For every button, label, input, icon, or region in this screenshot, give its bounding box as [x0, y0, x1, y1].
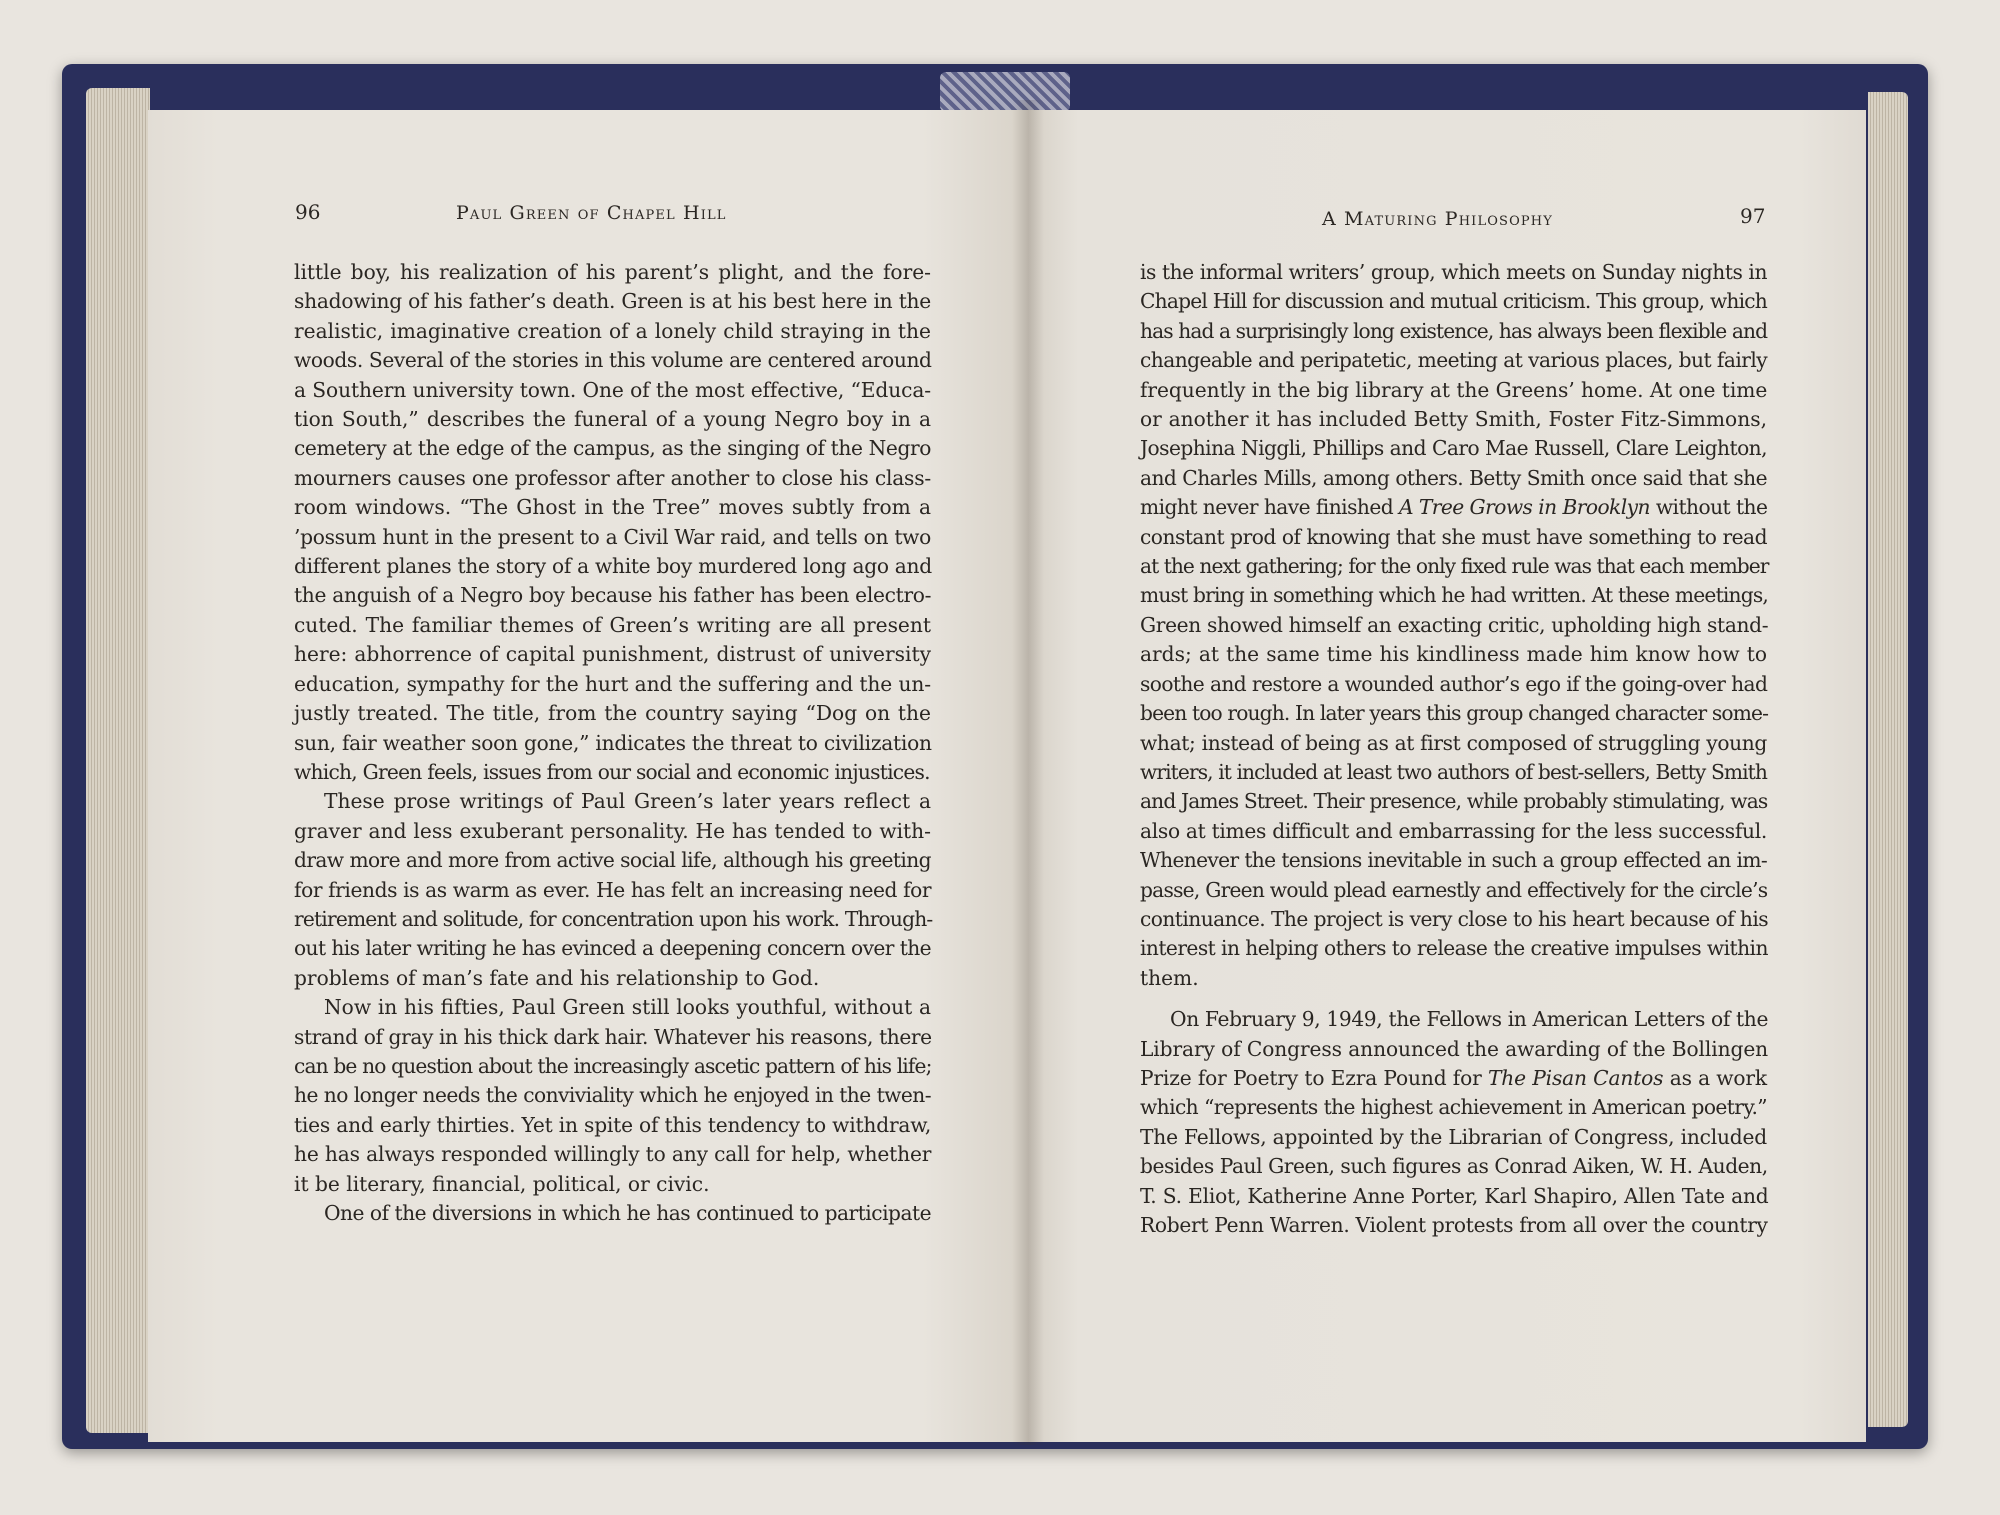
text-line: them. [1140, 965, 1199, 990]
text-line: what; instead of being as at first composed of struggling young [1140, 730, 1767, 755]
text-line: shadowing of his father’s death. Green is at his best here in the [294, 289, 931, 314]
text-line: realistic, imaginative creation of a lonely child straying in the [294, 318, 931, 343]
text-line: can be no question about the increasingly ascetic pattern of his life; [294, 1053, 932, 1078]
text-line: here: abhorrence of capital punishment, distrust of university [294, 642, 931, 667]
text-line: strand of gray in his thick dark hair. Whatever his reasons, there [294, 1024, 932, 1049]
text-line: ards; at the same time his kindliness made him know how to [1140, 642, 1767, 667]
text-line: has had a surprisingly long existence, has always been flexible and [1140, 318, 1768, 343]
text-line: and James Street. Their presence, while probably stimulating, was [1140, 789, 1768, 814]
text-line: The Fellows, appointed by the Librarian of Congress, included [1140, 1124, 1767, 1149]
text-line: woods. Several of the stories in this volume are centered around [294, 348, 932, 373]
text-line: continuance. The project is very close to his heart because of his [1140, 906, 1769, 931]
page-edges-left [86, 88, 150, 1433]
text-line: been too rough. In later years this group changed character some- [1140, 701, 1769, 726]
text-line: it be literary, financial, political, or civic. [294, 1171, 710, 1196]
text-line: mourners causes one professor after another to close his class- [294, 465, 931, 490]
text-line: little boy, his realization of his parent’s plight, and the fore- [294, 260, 931, 284]
text-line: different planes the story of a white boy murdered long ago and [294, 554, 932, 579]
text-line: ties and early thirties. Yet in spite of this tendency to withdraw, [294, 1112, 932, 1137]
left-page-number: 96 [295, 200, 321, 224]
text-line: These prose writings of Paul Green’s later years reflect a [324, 789, 931, 814]
text-line: Robert Penn Warren. Violent protests from all over the country [1140, 1213, 1768, 1237]
book-gutter [1012, 100, 1044, 1445]
text-line: Chapel Hill for discussion and mutual criticism. This group, which [1140, 289, 1767, 314]
text-line: Prize for Poetry to Ezra Pound for The Pisan Cantos as a work [1140, 1065, 1768, 1090]
text-line: cuted. The familiar themes of Green’s writing are all present [294, 612, 931, 637]
text-line: passe, Green would plead earnestly and effectively for the circle’s [1140, 877, 1768, 902]
text-line: a Southern university town. One of the most effective, “Educa- [294, 377, 931, 402]
text-line: changeable and peripatetic, meeting at various places, but fairly [1140, 348, 1768, 373]
text-line: besides Paul Green, such figures as Conrad Aiken, W. H. Auden, [1140, 1154, 1768, 1179]
text-line: frequently in the big library at the Greens’ home. At one time [1140, 377, 1768, 402]
text-line: justly treated. The title, from the country saying “Dog on the [294, 701, 931, 726]
spine-headband [940, 72, 1070, 112]
text-line: ’possum hunt in the present to a Civil War raid, and tells on two [294, 524, 931, 549]
text-line: the anguish of a Negro boy because his father has been electro- [294, 583, 932, 608]
text-line: might never have finished A Tree Grows in Brooklyn without the [1140, 495, 1768, 520]
text-line: draw more and more from active social life, although his greeting [294, 848, 931, 873]
left-body-text [294, 258, 931, 1228]
text-line: cemetery at the edge of the campus, as the singing of the Negro [294, 436, 931, 461]
text-line: soothe and restore a wounded author’s ego if the going-over had [1140, 671, 1768, 696]
left-running-head: Paul Green of Chapel Hill [456, 202, 727, 224]
poem-title-italic: The Pisan Cantos [1487, 1065, 1664, 1090]
text-line: is the informal writers’ group, which meets on Sunday nights in [1140, 260, 1767, 284]
book-title-italic: A Tree Grows in Brooklyn [1398, 495, 1650, 520]
text-line: graver and less exuberant personality. He has tended to with- [294, 818, 931, 843]
right-page-number: 97 [1740, 204, 1766, 228]
text-line: interest in helping others to release the creative impulses within [1140, 936, 1768, 961]
text-line: which “represents the highest achievement in American poetry.” [1140, 1095, 1767, 1120]
text-line: must bring in something which he had written. At these meetings, [1140, 583, 1769, 608]
text-line: room windows. “The Ghost in the Tree” moves subtly from a [294, 495, 931, 520]
right-running-head: A Maturing Philosophy [1322, 208, 1553, 230]
text-line: also at times difficult and embarrassing for the less successful. [1140, 818, 1767, 843]
text-line: education, sympathy for the hurt and the suffering and the un- [294, 671, 931, 696]
text-line: sun, fair weather soon gone,” indicates the threat to civilization [294, 730, 932, 755]
text-line: which, Green feels, issues from our social and economic injustices. [294, 759, 930, 784]
text-line: problems of man’s fate and his relationship to God. [294, 965, 820, 990]
text-line: Green showed himself an exacting critic, upholding high stand- [1140, 612, 1769, 637]
text-line: Josephina Niggli, Phillips and Caro Mae Russell, Clare Leighton, [1140, 436, 1767, 461]
text-line: retirement and solitude, for concentration upon his work. Through- [294, 906, 933, 931]
text-line: he no longer needs the conviviality which he enjoyed in the twen- [294, 1083, 931, 1108]
text-line: On February 9, 1949, the Fellows in American Letters of the [1170, 1007, 1769, 1032]
text-line: constant prod of knowing that she must have something to read [1140, 524, 1767, 549]
text-line: out his later writing he has evinced a deepening concern over the [294, 936, 931, 961]
text-line: Now in his fifties, Paul Green still looks youthful, without a [324, 995, 931, 1020]
text-line: he has always responded willingly to any call for help, whether [294, 1142, 932, 1167]
text-line: and Charles Mills, among others. Betty Smith once said that she [1140, 465, 1767, 490]
text-line: One of the diversions in which he has continued to participate [324, 1201, 932, 1225]
text-line: for friends is as warm as ever. He has felt an increasing need for [294, 877, 932, 902]
text-line: T. S. Eliot, Katherine Anne Porter, Karl Shapiro, Allen Tate and [1140, 1183, 1769, 1208]
text-line: Library of Congress announced the awarding of the Bollingen [1140, 1036, 1769, 1061]
page-edges-right [1868, 92, 1908, 1427]
text-line: writers, it included at least two authors of best-sellers, Betty Smith [1140, 759, 1767, 784]
right-body-text [1140, 258, 1767, 1240]
text-line: tion South,” describes the funeral of a young Negro boy in a [294, 407, 931, 432]
text-line: Whenever the tensions inevitable in such a group effected an im- [1140, 848, 1767, 873]
text-line: or another it has included Betty Smith, Foster Fitz-Simmons, [1140, 407, 1767, 432]
text-line: at the next gathering; for the only fixed rule was that each member [1140, 554, 1769, 579]
